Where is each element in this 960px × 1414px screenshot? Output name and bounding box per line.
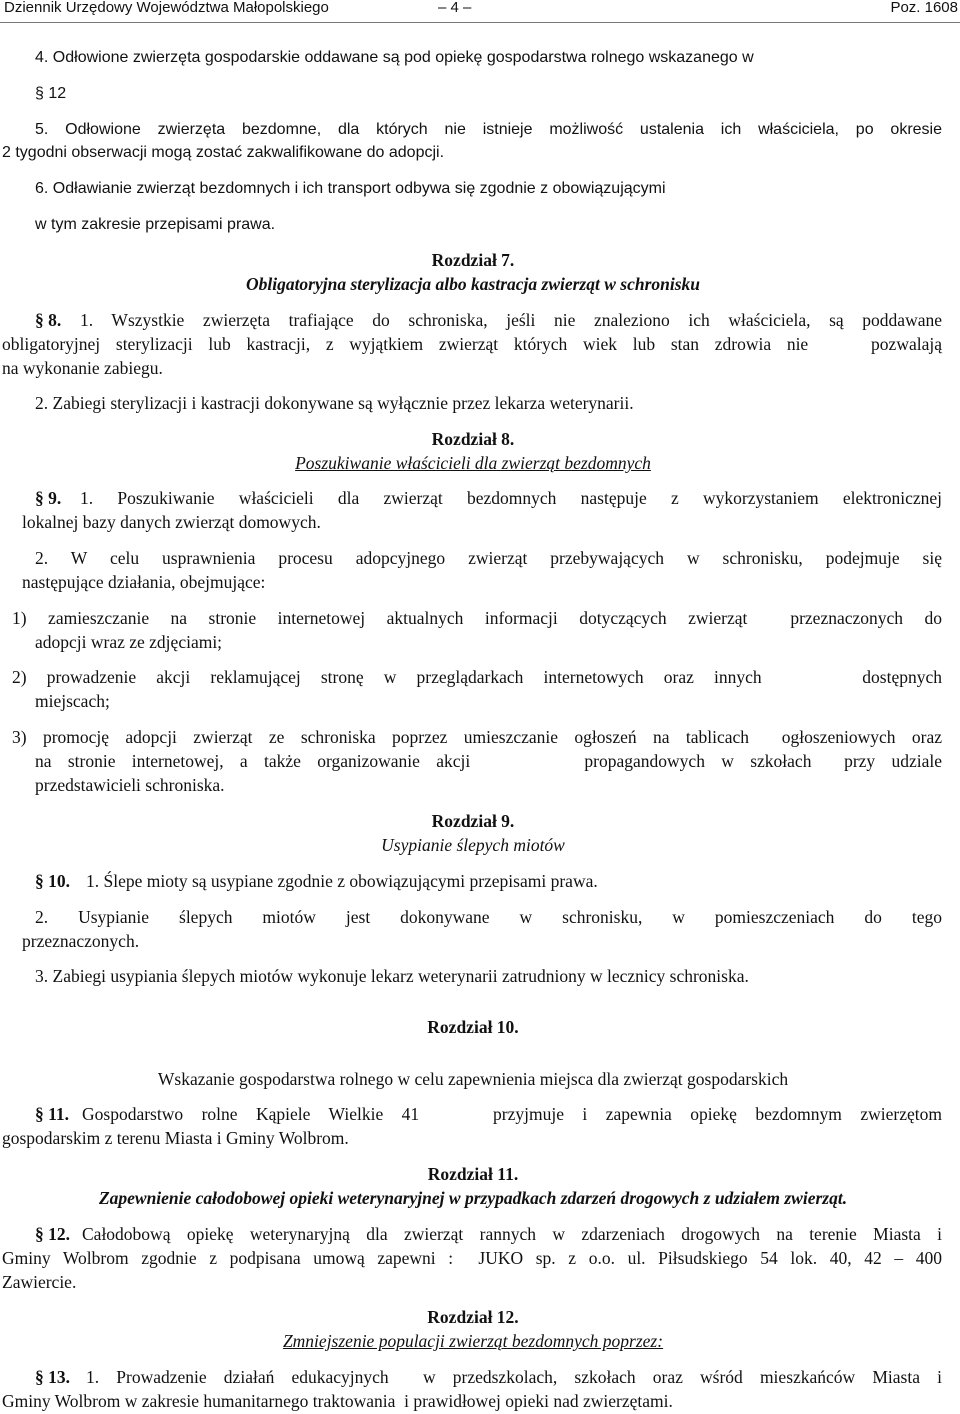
section-9-list-item-3-line-2: na stronie internetowej, a także organizowanie akcji propagandowych w szkołach przy udziale [35, 751, 942, 771]
section-9-list-item-3-line-1: 3) promocję adopcji zwierząt ze schroniska poprzez umieszczanie ogłoszeń na tablicach ogłoszeniowych oraz [12, 727, 942, 747]
item-6-line-2: w tym zakresie przepisami prawa. [35, 216, 276, 233]
section-10-para-2-line-2: przeznaczonych. [22, 931, 140, 951]
page-header [0, 0, 960, 23]
chapter-7-title: Obligatoryjna sterylizacja albo kastracja zwierząt w schronisku [245, 274, 701, 294]
section-9-para-1-line-2: lokalnej bazy danych zwierząt domowych. [22, 512, 321, 532]
chapter-11-heading: Rozdział 11. [427, 1164, 519, 1184]
section-10-number: § 10. [35, 871, 70, 891]
section-13-line-1: 1. Prowadzenie działań edukacyjnych w przedszkolach, szkołach oraz wśród mieszkańców Miasta i [86, 1367, 942, 1387]
chapter-10-title: Wskazanie gospodarstwa rolnego w celu zapewnienia miejsca dla zwierząt gospodarskich [157, 1069, 789, 1089]
section-8-para-1-line-3: na wykonanie zabiegu. [2, 358, 163, 378]
item-6-line-1: 6. Odławianie zwierząt bezdomnych i ich transport odbywa się zgodnie z obowiązującymi [35, 180, 666, 197]
section-9-para-2-line-1: 2. W celu usprawnienia procesu adopcyjnego zwierząt przebywających w schronisku, podejmuje się [35, 548, 942, 568]
item-5-line-1: 5. Odłowione zwierzęta bezdomne, dla których nie istnieje możliwość ustalenia ich właściciela, po okresie [35, 121, 942, 138]
section-13-line-2: Gminy Wolbrom w zakresie humanitarnego traktowania i prawidłowej opieki nad zwierzętami. [2, 1391, 673, 1411]
section-12-line-1: Całodobową opiekę weterynaryjną dla zwierząt rannych w zdarzeniach drogowych na terenie Miasta i [82, 1224, 942, 1244]
section-11-line-2: gospodarskim z terenu Miasta i Gminy Wolbrom. [2, 1128, 349, 1148]
chapter-12-heading: Rozdział 12. [427, 1307, 519, 1327]
section-9-list-item-2-line-1: 2) prowadzenie akcji reklamującej stronę w przeglądarkach internetowych oraz innych dostępnych [12, 667, 942, 687]
section-11-line-1: Gospodarstwo rolne Kąpiele Wielkie 41 przyjmuje i zapewnia opiekę bezdomnym zwierzętom [82, 1104, 942, 1124]
section-10-para-3: 3. Zabiegi usypiania ślepych miotów wykonuje lekarz weterynarii zatrudniony w lecznicy schroniska. [35, 966, 749, 986]
section-9-list-item-2-line-2: miejscach; [35, 691, 110, 711]
section-8-para-1-line-2: obligatoryjnej sterylizacji lub kastracji, z wyjątkiem zwierząt których wiek lub stan zdrowia nie pozwalają [2, 334, 942, 354]
section-12-line-3: Zawiercie. [2, 1272, 77, 1292]
section-9-list-item-3-line-3: przedstawicieli schroniska. [35, 775, 225, 795]
section-13-number: § 13. [35, 1367, 70, 1387]
section-11-number: § 11. [35, 1104, 70, 1124]
page-number: – 4 – [438, 0, 472, 16]
section-9-list-item-1-line-1: 1) zamieszczanie na stronie internetowej aktualnych informacji dotyczących zwierząt przeznaczonych do [12, 608, 942, 628]
section-8-para-2: 2. Zabiegi sterylizacji i kastracji dokonywane są wyłącznie przez lekarza weterynarii. [35, 393, 634, 413]
section-9-para-1-line-1: 1. Poszukiwanie właścicieli dla zwierząt bezdomnych następuje z wykorzystaniem elektronicznej [80, 488, 942, 508]
section-10-para-1: 1. Ślepe mioty są usypiane zgodnie z obowiązującymi przepisami prawa. [86, 871, 598, 891]
section-8-para-1-line-1: 1. Wszystkie zwierzęta trafiające do schroniska, jeśli nie znaleziono ich właściciela, są poddawane [80, 310, 942, 330]
section-9-list-item-1-line-2: adopcji wraz ze zdjęciami; [35, 632, 223, 652]
chapter-10-heading: Rozdział 10. [427, 1017, 519, 1037]
item-5-line-2: 2 tygodni obserwacji mogą zostać zakwalifikowane do adopcji. [2, 144, 445, 161]
item-4-line-2: § 12 [35, 85, 67, 102]
section-10-para-2-line-1: 2. Usypianie ślepych miotów jest dokonywane w schronisku, w pomieszczeniach do tego [35, 907, 942, 927]
chapter-8-title: Poszukiwanie właścicieli dla zwierząt bezdomnych [295, 453, 651, 473]
chapter-9-title: Usypianie ślepych miotów [381, 835, 565, 855]
section-12-number: § 12. [35, 1224, 70, 1244]
chapter-9-heading: Rozdział 9. [431, 811, 515, 831]
journal-title: Dziennik Urzędowy Województwa Małopolskiego [4, 0, 329, 16]
chapter-7-heading: Rozdział 7. [431, 250, 515, 270]
section-8-number: § 8. [35, 310, 62, 330]
chapter-11-title: Zapewnienie całodobowej opieki weterynaryjnej w przypadkach zdarzeń drogowych z udziałem zwierząt. [98, 1188, 848, 1208]
chapter-12-title: Zmniejszenie populacji zwierząt bezdomnych poprzez: [282, 1331, 664, 1351]
position-number: Poz. 1608 [890, 0, 958, 16]
item-4-line-1: 4. Odłowione zwierzęta gospodarskie oddawane są pod opiekę gospodarstwa rolnego wskazanego w [35, 49, 754, 66]
chapter-8-heading: Rozdział 8. [431, 429, 515, 449]
section-12-line-2: Gminy Wolbrom zgodnie z podpisana umową zapewni : JUKO sp. z o.o. ul. Piłsudskiego 54 lok. 40, 42 – 400 [2, 1248, 942, 1268]
section-9-number: § 9. [35, 488, 62, 508]
section-9-para-2-line-2: następujące działania, obejmujące: [22, 572, 266, 592]
